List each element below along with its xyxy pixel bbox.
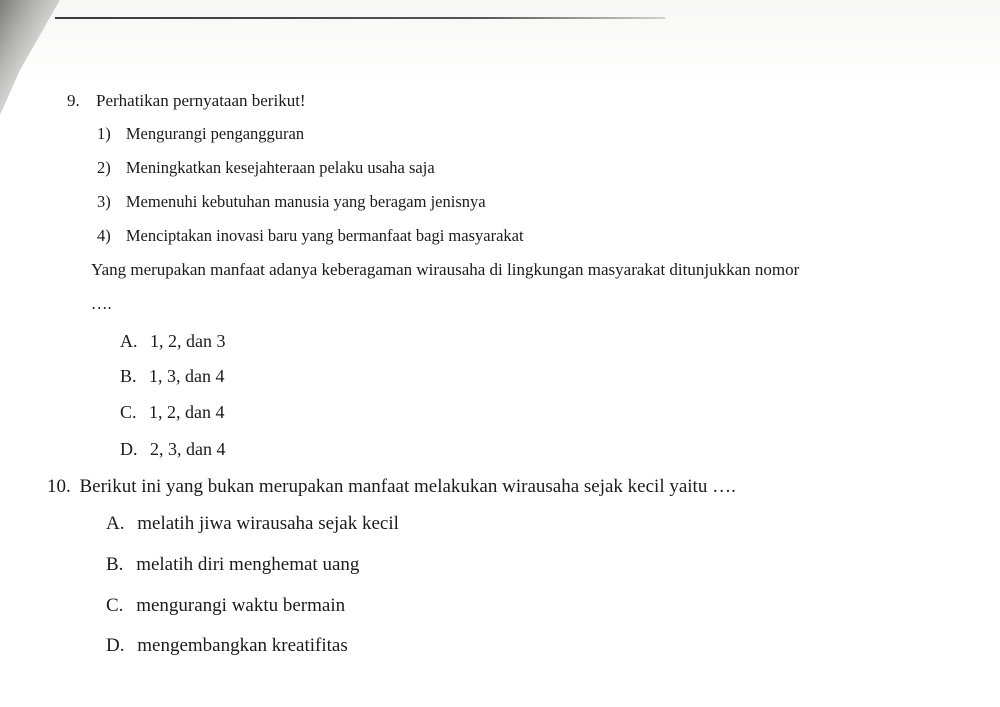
option-9c-text: 1, 2, dan 4 [149, 402, 225, 422]
statement-1-number: 1) [97, 124, 111, 143]
question-10-number: 10. [47, 476, 71, 497]
option-9a-text: 1, 2, dan 3 [150, 331, 226, 351]
statement-4-text: Menciptakan inovasi baru yang bermanfaat bagi masyarakat [125, 226, 524, 245]
statement-3-number: 3) [97, 192, 111, 211]
option-10a-letter: A. [106, 513, 125, 534]
option-9c [120, 403, 225, 421]
statement-3 [97, 194, 486, 211]
option-10c-letter: C. [106, 595, 124, 616]
question-9-prompt: Perhatikan pernyataan berikut! [96, 91, 306, 110]
statement-1 [97, 126, 304, 143]
question-9-text: Yang merupakan manfaat adanya keberagaman wirausaha di lingkungan masyarakat ditunjukkan nomor [91, 260, 800, 279]
statement-4-number: 4) [97, 226, 111, 245]
option-10d [106, 636, 348, 655]
option-10d-text: mengembangkan kreatifitas [137, 635, 348, 656]
question-10-prompt: Berikut ini yang bukan merupakan manfaat melakukan wirausaha sejak kecil yaitu …. [79, 476, 736, 497]
option-9d [120, 440, 226, 458]
option-9d-text: 2, 3, dan 4 [150, 439, 226, 459]
option-10b [106, 555, 359, 574]
question-9-number: 9. [67, 91, 80, 110]
option-10c [106, 596, 345, 615]
statement-2 [97, 160, 435, 177]
statement-3-text: Memenuhi kebutuhan manusia yang beragam jenisnya [125, 192, 486, 211]
option-10b-letter: B. [106, 554, 124, 575]
option-10d-letter: D. [106, 635, 125, 656]
option-9b-text: 1, 3, dan 4 [149, 366, 225, 386]
option-10c-text: mengurangi waktu bermain [136, 595, 346, 616]
option-10a [106, 514, 399, 533]
question-10-heading [47, 477, 736, 496]
option-9b-letter: B. [120, 366, 137, 386]
statement-2-number: 2) [97, 158, 111, 177]
option-9d-letter: D. [120, 439, 138, 459]
option-10b-text: melatih diri menghemat uang [136, 554, 360, 575]
option-9a [120, 332, 226, 350]
option-9c-letter: C. [120, 402, 137, 422]
question-9-heading [67, 92, 306, 109]
question-9-ellipsis: …. [91, 294, 112, 313]
statement-2-text: Meningkatkan kesejahteraan pelaku usaha saja [125, 158, 435, 177]
statement-4 [97, 228, 524, 245]
option-10a-text: melatih jiwa wirausaha sejak kecil [137, 513, 399, 534]
statement-1-text: Mengurangi pengangguran [125, 124, 305, 143]
option-9b [120, 367, 225, 385]
top-rule-line [55, 17, 665, 19]
option-9a-letter: A. [120, 331, 138, 351]
